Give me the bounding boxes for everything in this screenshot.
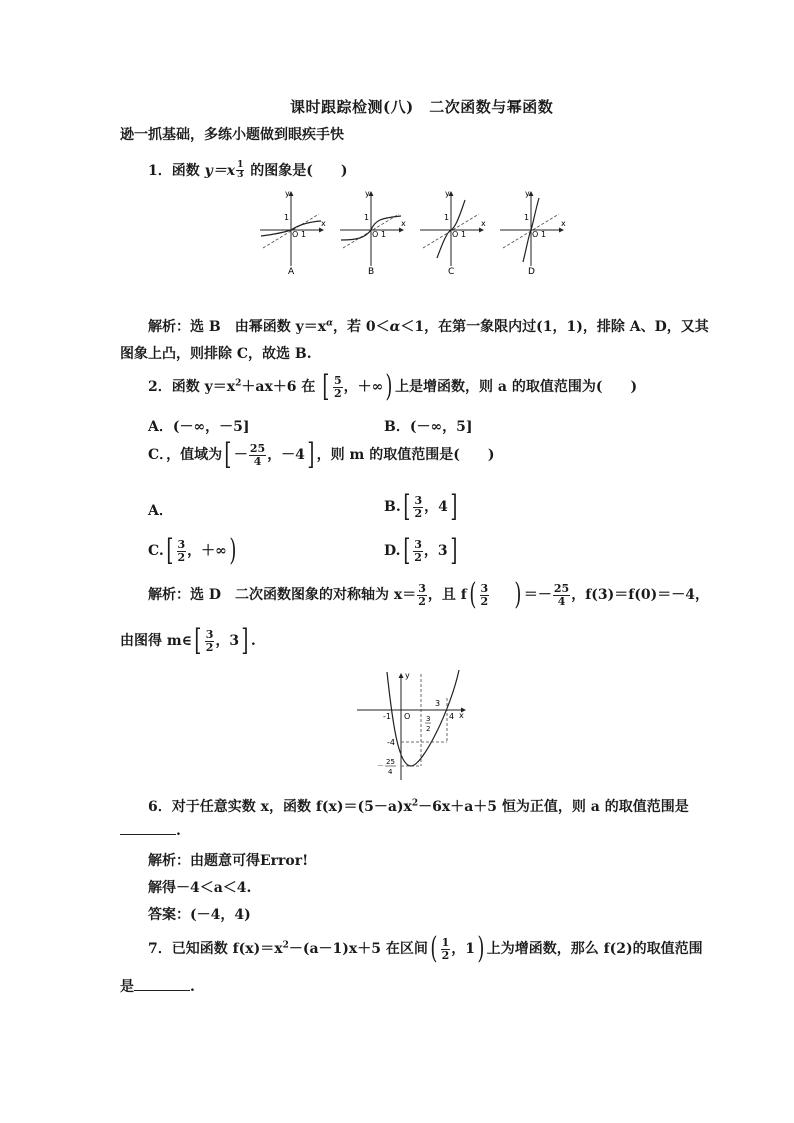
q3-analysis-line2: 由图得 m∈[ $\frac{3}{2}$ ，3] . xyxy=(120,623,256,658)
origin-label: O xyxy=(292,230,299,239)
origin-label: O xyxy=(452,230,459,239)
tick-label: -1 xyxy=(383,712,391,721)
axis-label-x: x xyxy=(561,219,566,228)
question-text: 函数 xyxy=(171,163,200,179)
tick-label: 1 xyxy=(461,230,467,239)
question-3: C．，值域为[ － $\frac{25}{4}$ ，－4] ，则 m 的取值范围是( ) xyxy=(148,437,495,472)
graph-option-b xyxy=(340,189,406,277)
tick-label: 1 xyxy=(364,213,370,222)
tick-label: 3 xyxy=(435,699,441,708)
axis-label-x: x xyxy=(401,219,406,228)
axis-label-x: x xyxy=(321,219,326,228)
q3-analysis-line1: 解析：选 D 二次函数图象的对称轴为 x＝ $\frac{3}{2}$ ，且 f( $\frac{3}{2}$ ) ＝－ $\frac{25}{4}$ ，f(3)＝f(0)＝－4， xyxy=(148,577,709,612)
graph-option-c xyxy=(420,189,486,277)
tick-label: 1 xyxy=(541,230,547,239)
answer-blank xyxy=(120,822,176,835)
axis-label-y: y xyxy=(525,189,530,198)
tick-label: 2 xyxy=(426,725,431,733)
q1-graphs xyxy=(255,188,575,280)
question-1 xyxy=(148,160,348,180)
question-text-tail: 的图象是( ) xyxy=(250,163,348,179)
q3-parabola-graph xyxy=(355,668,475,784)
tick-label: 1 xyxy=(284,213,290,222)
page-title: 课时跟踪检测(八) 二次函数与幂函数 xyxy=(290,98,554,116)
question-6: 6．对于任意实数 x，函数 $f(x)=(5-a)x^2-6x+a+5$ 恒为正值，则 a 的取值范围是 xyxy=(148,798,689,815)
tick-label: 4 xyxy=(388,768,393,776)
origin-label: O xyxy=(404,712,411,721)
q3-option-c: C.[ $\frac{3}{2}$ ，＋∞) xyxy=(148,533,237,568)
axis-label-y: y xyxy=(445,189,450,198)
graph-label-d: D xyxy=(528,267,535,277)
q3-option-a: A． xyxy=(148,503,173,519)
q3-option-d: D.[ $\frac{3}{2}$ ，3] xyxy=(384,533,458,568)
axis-label-x: x xyxy=(459,711,464,720)
tick-label: 1 xyxy=(444,213,450,222)
answer-blank xyxy=(134,978,190,991)
origin-label: O xyxy=(372,230,379,239)
question-7: 7．已知函数 $f(x)=x^2-(a-1)x+5$ 在区间( $\frac{1}{2}$ ，1) 上为增函数，那么 f(2)的取值范围 xyxy=(148,931,703,966)
graph-option-a xyxy=(260,189,326,277)
axis-label-y: y xyxy=(405,671,410,680)
q6-answer: 答案：(－4，4) xyxy=(148,907,251,923)
exponent-fraction: $\frac{1}{3}$ xyxy=(237,160,244,180)
tick-label: 4 xyxy=(449,712,455,721)
question-number: 1． xyxy=(148,163,172,179)
origin-label: O xyxy=(532,230,539,239)
q6-analysis: 解析：由题意可得Error! xyxy=(148,853,309,869)
function-expr: y＝x xyxy=(204,163,236,179)
tick-label: 1 xyxy=(381,230,387,239)
q7-answer-blank-line: 是 . xyxy=(120,979,195,995)
graph-option-d xyxy=(500,189,566,277)
tick-label: -4 xyxy=(387,738,395,747)
axis-label-y: y xyxy=(285,189,290,198)
q6-answer-blank-line: . xyxy=(120,822,181,839)
axis-label-y: y xyxy=(365,189,370,198)
tick-label: 3 xyxy=(426,715,431,723)
graph-label-b: B xyxy=(368,267,375,277)
question-2: 2．函数 $y=x^2+ax+6$ 在 [ $\frac{5}{2}$ ，＋∞) 上是增函数，则 a 的取值范围为( ) xyxy=(148,369,638,404)
graph-label-a: A xyxy=(288,267,295,277)
q2-option-a: A．(－∞，－5] xyxy=(148,419,250,435)
q2-option-b: B．(－∞，5] xyxy=(384,419,473,435)
q1-analysis-line2: 图象上凸，则排除 C，故选 B. xyxy=(120,346,312,362)
tick-label: 1 xyxy=(524,213,530,222)
section-subtitle: 逊一抓基础，多练小题做到眼疾手快 xyxy=(120,127,344,143)
q6-solve: 解得－4＜a＜4. xyxy=(148,880,252,896)
q3-option-b: B.[ $\frac{3}{2}$ ，4] xyxy=(384,489,458,524)
tick-label: 25 xyxy=(386,758,395,766)
interval-fraction: $\frac{5}{2}$ xyxy=(334,373,342,400)
graph-label-c: C xyxy=(448,267,455,277)
tick-label: － xyxy=(377,762,384,770)
tick-label: 1 xyxy=(301,230,307,239)
axis-label-x: x xyxy=(481,219,486,228)
q1-analysis-line1: 解析：选 B 由幂函数 $y=x^\alpha$，若 0＜α＜1，在第一象限内过(1，1)，排除 A、D，又其 xyxy=(148,318,709,335)
